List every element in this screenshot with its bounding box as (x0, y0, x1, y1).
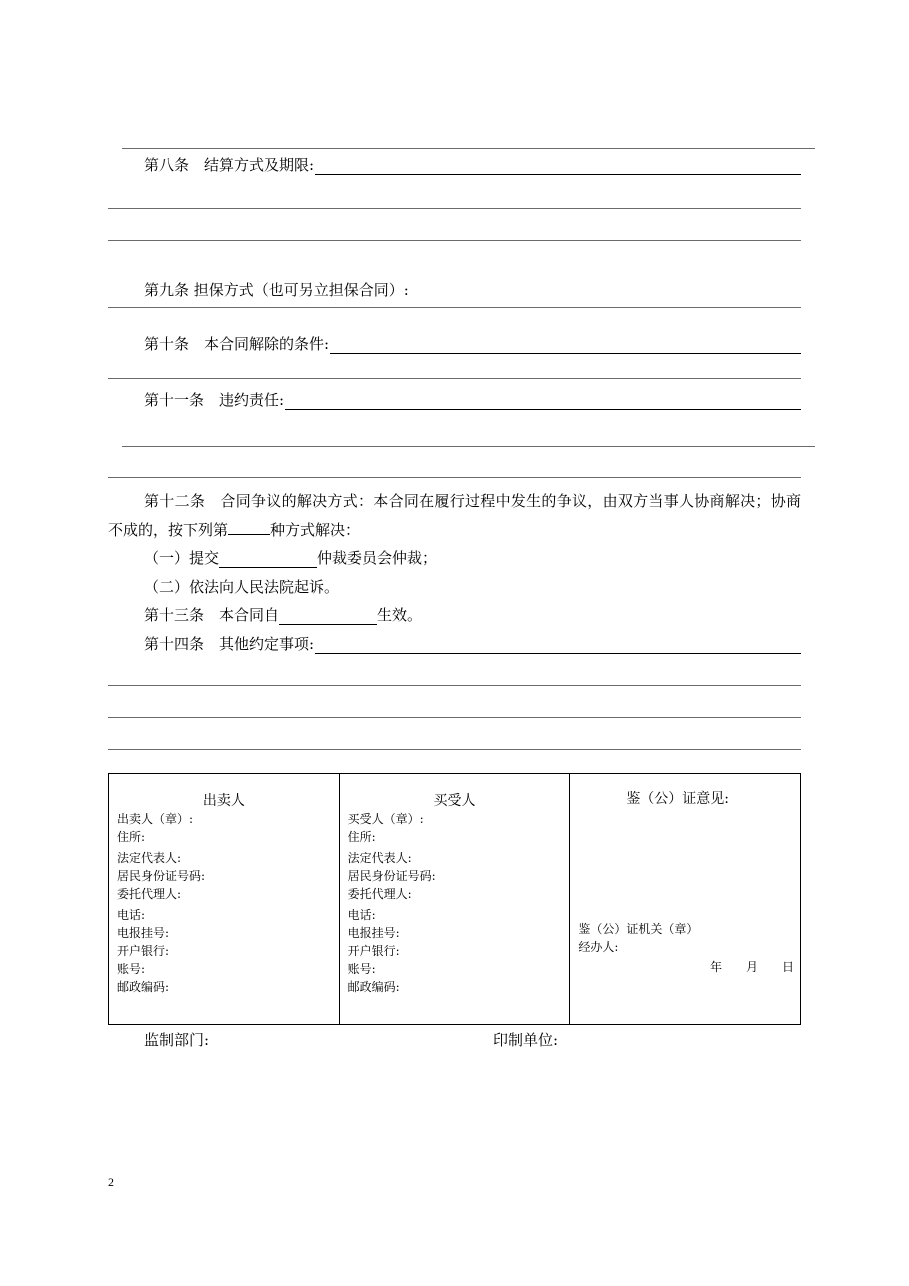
seller-postcode-field[interactable]: 邮政编码: (117, 980, 170, 994)
article-13-post: 生效。 (377, 606, 423, 624)
rule (108, 307, 801, 308)
article-12-tail: 种方式解决： (270, 521, 361, 539)
notary-office-field[interactable]: 鉴（公）证机关（章） (578, 922, 699, 936)
option-2 (144, 577, 339, 597)
article-13-pre: 第十三条 本合同自 (144, 606, 280, 624)
seller-agent-field[interactable]: 委托代理人: (117, 887, 182, 901)
buyer-legal-rep-field[interactable]: 法定代表人: (347, 851, 412, 865)
option-1-pre: （一）提交 (144, 549, 220, 567)
arbitration-committee-blank[interactable] (219, 550, 317, 568)
article-8-label: 第八条 结算方式及期限: (144, 156, 315, 174)
article-11 (144, 390, 801, 410)
rule (122, 148, 815, 149)
option-1-post: 仲裁委员会仲裁； (317, 549, 438, 567)
buyer-postcode-field[interactable]: 邮政编码: (347, 980, 400, 994)
article-10 (144, 334, 801, 354)
notary-handler-field[interactable]: 经办人: (578, 940, 619, 954)
article-9 (144, 280, 801, 300)
printer-label: 印制单位: (493, 1031, 559, 1049)
notary-date-field[interactable]: 年 月 日 (709, 960, 794, 974)
buyer-account-field[interactable]: 账号: (347, 962, 376, 976)
effective-date-blank[interactable] (279, 607, 377, 625)
buyer-phone-field[interactable]: 电话: (347, 908, 376, 922)
article-14-label: 第十四条 其他约定事项: (144, 635, 315, 653)
article-10-label: 第十条 本合同解除的条件: (144, 335, 330, 353)
buyer-header: 买受人 (433, 793, 476, 809)
article-9-label: 第九条 担保方式（也可另立担保合同）: (144, 281, 409, 299)
seller-fields (109, 810, 339, 996)
article-12 (108, 487, 801, 545)
rule (108, 378, 801, 379)
seller-address-field[interactable]: 住所: (117, 830, 146, 844)
article-14-blank[interactable] (315, 636, 801, 654)
option-2-text: （二）依法向人民法院起诉。 (144, 578, 340, 596)
buyer-telegraph-field[interactable]: 电报挂号: (347, 926, 400, 940)
buyer-cell (339, 774, 570, 1025)
rule (122, 446, 815, 447)
article-8 (144, 155, 801, 175)
page-number: 2 (108, 1175, 114, 1189)
buyer-seal-field[interactable]: 买受人（章）: (347, 812, 424, 826)
buyer-fields (340, 810, 570, 996)
article-13 (144, 605, 422, 625)
supervisor-label: 监制部门: (144, 1031, 210, 1049)
seller-seal-field[interactable]: 出卖人（章）: (117, 812, 194, 826)
article-11-blank[interactable] (285, 392, 801, 410)
rule (108, 749, 801, 750)
seller-legal-rep-field[interactable]: 法定代表人: (117, 851, 182, 865)
signature-table (108, 773, 801, 1025)
article-12-text: 第十二条 合同争议的解决方式：本合同在履行过程中发生的争议，由双方当事人协商解决；协商不成的，按下列第 (108, 492, 801, 539)
seller-account-field[interactable]: 账号: (117, 962, 146, 976)
seller-cell (109, 774, 340, 1025)
rule (108, 477, 801, 478)
article-8-blank[interactable] (315, 157, 801, 175)
seller-telegraph-field[interactable]: 电报挂号: (117, 926, 170, 940)
option-1 (144, 548, 437, 568)
buyer-bank-field[interactable]: 开户银行: (347, 944, 400, 958)
article-12-method-blank[interactable] (228, 517, 270, 535)
article-10-blank[interactable] (330, 336, 801, 354)
rule (108, 685, 801, 686)
buyer-id-number-field[interactable]: 居民身份证号码: (347, 869, 436, 883)
rule (108, 208, 801, 209)
seller-bank-field[interactable]: 开户银行: (117, 944, 170, 958)
rule (108, 717, 801, 718)
seller-phone-field[interactable]: 电话: (117, 908, 146, 922)
notary-cell (570, 774, 801, 1025)
buyer-agent-field[interactable]: 委托代理人: (347, 887, 412, 901)
article-11-label: 第十一条 违约责任: (144, 391, 285, 409)
seller-header: 出卖人 (202, 793, 245, 809)
notary-header: 鉴（公）证意见: (626, 791, 730, 807)
article-14 (144, 634, 801, 654)
seller-id-number-field[interactable]: 居民身份证号码: (117, 869, 206, 883)
rule (108, 240, 801, 241)
buyer-address-field[interactable]: 住所: (347, 830, 376, 844)
